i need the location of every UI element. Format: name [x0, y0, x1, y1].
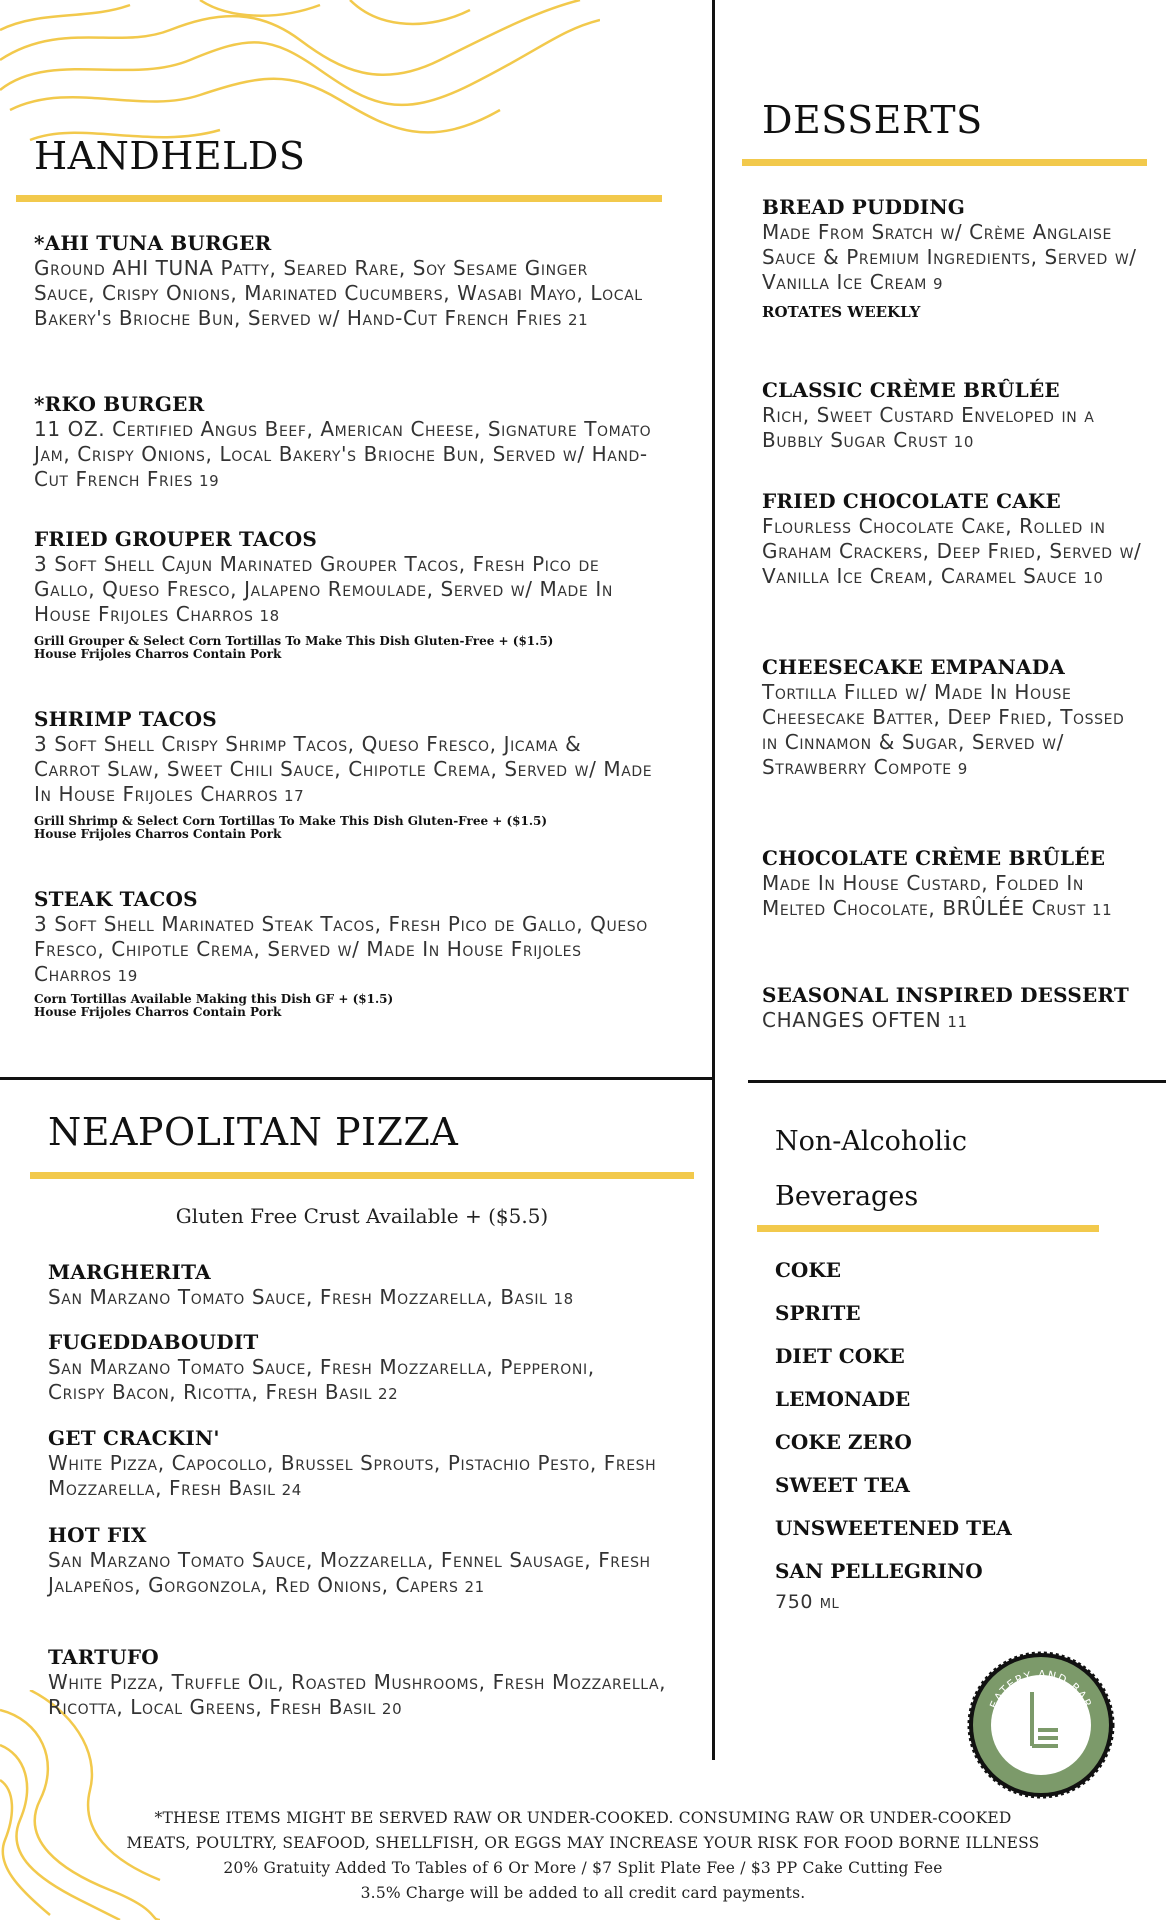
restaurant-logo: [966, 1650, 1116, 1800]
beverage-item: SPRITE: [775, 1301, 861, 1325]
item-name: FRIED CHOCOLATE CAKE: [762, 489, 1061, 513]
menu-item: [48, 1425, 668, 1503]
pizza-underline: [30, 1172, 694, 1179]
item-price: 24: [281, 1481, 302, 1499]
menu-item: [48, 1259, 688, 1312]
handhelds-title: HANDHELDS: [34, 134, 306, 178]
item-name: GET CRACKIN': [48, 1426, 220, 1450]
footer-line: 20% Gratuity Added To Tables of 6 Or More / $7 Split Plate Fee / $3 PP Cake Cutting Fee: [223, 1859, 943, 1877]
item-price: 9: [933, 275, 944, 293]
item-price: 11: [947, 1013, 968, 1031]
item-description: 3 Soft Shell Cajun Marinated Grouper Tacos, Fresh Pico de Gallo, Queso Fresco, Jalapeno Remoulade, Served w/ Made In House Frijoles Charros 18: [34, 552, 613, 626]
section-divider-right: [748, 1080, 1166, 1083]
beverages-underline: [757, 1225, 1099, 1232]
menu-item: [34, 706, 654, 841]
section-divider-left: [0, 1077, 714, 1080]
item-note: Grill Shrimp & Select Corn Tortillas To Make This Dish Gluten-Free + ($1.5): [34, 814, 548, 828]
item-price: 19: [199, 472, 220, 490]
beverages-title-line1: Non-Alcoholic: [775, 1126, 967, 1157]
item-name: CHEESECAKE EMPANADA: [762, 655, 1065, 679]
beverage-item: DIET COKE: [775, 1344, 905, 1368]
item-note: House Frijoles Charros Contain Pork: [34, 827, 282, 841]
item-note: House Frijoles Charros Contain Pork: [34, 1005, 282, 1019]
menu-item: [34, 886, 654, 1019]
logo-ring-text: EATERY AND BAR: [987, 1667, 1095, 1711]
item-name: FRIED GROUPER TACOS: [34, 527, 318, 551]
item-price: 11: [1091, 901, 1113, 919]
beverage-item: SAN PELLEGRINO: [775, 1559, 983, 1583]
pizza-title: NEAPOLITAN PIZZA: [48, 1110, 459, 1154]
item-description: White Pizza, Truffle Oil, Roasted Mushrooms, Fresh Mozzarella, Ricotta, Local Greens, Fresh Basil 20: [48, 1670, 667, 1719]
item-name: BREAD PUDDING: [762, 195, 966, 219]
item-name: *RKO BURGER: [34, 392, 205, 416]
item-description: San Marzano Tomato Sauce, Mozzarella, Fennel Sausage, Fresh Jalapeños, Gorgonzola, Red Onions, Capers 21: [48, 1548, 651, 1597]
item-description: CHANGES OFTEN 11: [762, 1008, 968, 1032]
item-description: Made In House Custard, Folded In Melted Chocolate, BRÛLÉE Crust 11: [762, 871, 1113, 920]
menu-item: [34, 526, 654, 661]
item-name: HOT FIX: [48, 1523, 147, 1547]
menu-item: [48, 1644, 668, 1722]
item-description: 3 Soft Shell Crispy Shrimp Tacos, Queso Fresco, Jicama & Carrot Slaw, Sweet Chili Sauce, Chipotle Crema, Served w/ Made In House Frijoles Charros 17: [34, 732, 653, 806]
menu-item: [48, 1522, 668, 1600]
item-price: 21: [464, 1578, 485, 1596]
footer-line: MEATS, POULTRY, SEAFOOD, SHELLFISH, OR EGGS MAY INCREASE YOUR RISK FOR FOOD BORNE ILLNESS: [126, 1834, 1040, 1852]
item-price: 10: [1083, 569, 1104, 587]
item-description: San Marzano Tomato Sauce, Fresh Mozzarella, Basil 18: [48, 1285, 574, 1309]
menu-item: [34, 391, 654, 494]
item-price: 19: [117, 967, 138, 985]
item-price: 10: [953, 433, 974, 451]
item-description: White Pizza, Capocollo, Brussel Sprouts, Pistachio Pesto, Fresh Mozzarella, Fresh Basil 24: [48, 1451, 657, 1500]
logo-bottom-text: LON: [1024, 1752, 1058, 1768]
desserts-underline: [742, 159, 1147, 166]
handhelds-underline: [16, 195, 662, 202]
menu-item: [48, 1329, 648, 1407]
item-description: Rich, Sweet Custard Enveloped in a Bubbly Sugar Crust 10: [762, 403, 1095, 452]
item-description: Made From Sratch w/ Crème Anglaise Sauce & Premium Ingredients, Served w/ Vanilla Ice Cream 9: [762, 220, 1137, 294]
menu-item: [762, 982, 1142, 1035]
beverage-item: SWEET TEA: [775, 1473, 910, 1497]
pizza-subtitle: Gluten Free Crust Available + ($5.5): [175, 1204, 549, 1228]
item-price: 17: [283, 787, 305, 805]
beverage-item: COKE ZERO: [775, 1430, 912, 1454]
item-description: Tortilla Filled w/ Made In House Cheesecake Batter, Deep Fried, Tossed in Cinnamon & Sugar, Served w/ Strawberry Compote 9: [762, 680, 1125, 779]
item-name: SHRIMP TACOS: [34, 707, 217, 731]
beverage-note: 750 ml: [775, 1591, 840, 1613]
item-description: 3 Soft Shell Marinated Steak Tacos, Fresh Pico de Gallo, Queso Fresco, Chipotle Crema, Served w/ Made In House Frijoles Charros 19: [34, 912, 648, 986]
item-name: CLASSIC CRÈME BRÛLÉE: [762, 378, 1060, 402]
item-name: TARTUFO: [48, 1645, 159, 1669]
item-note: ROTATES WEEKLY: [762, 303, 921, 321]
item-name: MARGHERITA: [48, 1260, 211, 1284]
beverages-title-line2: Beverages: [775, 1181, 919, 1212]
footer-notice: [0, 1806, 1166, 1906]
item-price: 21: [568, 311, 589, 329]
item-name: *AHI TUNA BURGER: [34, 231, 272, 255]
footer-line: 3.5% Charge will be added to all credit card payments.: [360, 1884, 806, 1902]
beverage-item: LEMONADE: [775, 1387, 911, 1411]
svg-text:LON: [1025, 1752, 1058, 1767]
item-description: San Marzano Tomato Sauce, Fresh Mozzarella, Pepperoni, Crispy Bacon, Ricotta, Fresh Basil 22: [48, 1355, 595, 1404]
column-divider-bottom: [712, 1080, 715, 1760]
beverage-item: UNSWEETENED TEA: [775, 1516, 1012, 1540]
item-price: 20: [381, 1700, 403, 1718]
beverage-list: [775, 1249, 1105, 1611]
menu-item: [762, 845, 1142, 923]
footer-line: *THESE ITEMS MIGHT BE SERVED RAW OR UNDER-COOKED. CONSUMING RAW OR UNDER-COOKED: [154, 1809, 1012, 1827]
menu-item: [762, 377, 1142, 455]
item-price: 18: [553, 1290, 574, 1308]
column-divider-top: [712, 0, 715, 1080]
menu-item: [762, 194, 1142, 321]
menu-item: [762, 654, 1142, 782]
desserts-title: DESSERTS: [762, 98, 983, 142]
item-price: 22: [378, 1385, 399, 1403]
item-name: SEASONAL INSPIRED DESSERT: [762, 983, 1129, 1007]
menu-item: [762, 488, 1142, 591]
item-note: House Frijoles Charros Contain Pork: [34, 647, 282, 661]
item-price: 18: [259, 607, 280, 625]
item-name: FUGEDDABOUDIT: [48, 1330, 259, 1354]
item-name: CHOCOLATE CRÈME BRÛLÉE: [762, 846, 1106, 870]
item-note: Grill Grouper & Select Corn Tortillas To Make This Dish Gluten-Free + ($1.5): [34, 634, 554, 648]
beverage-item: COKE: [775, 1258, 841, 1282]
item-price: 9: [957, 760, 968, 778]
item-description: Ground AHI TUNA Patty, Seared Rare, Soy Sesame Ginger Sauce, Crispy Onions, Marinated Cucumbers, Wasabi Mayo, Local Bakery's Brioche Bun, Served w/ Hand-Cut French Fries 21: [34, 256, 643, 330]
item-description: 11 OZ. Certified Angus Beef, American Cheese, Signature Tomato Jam, Crispy Onions, Local Bakery's Brioche Bun, Served w/ Hand-Cut French Fries 19: [34, 417, 652, 491]
menu-item: [34, 230, 654, 333]
item-description: Flourless Chocolate Cake, Rolled in Graham Crackers, Deep Fried, Served w/ Vanilla Ice Cream, Caramel Sauce 10: [762, 514, 1142, 588]
item-name: STEAK TACOS: [34, 887, 198, 911]
item-note: Corn Tortillas Available Making this Dish GF + ($1.5): [34, 992, 394, 1006]
